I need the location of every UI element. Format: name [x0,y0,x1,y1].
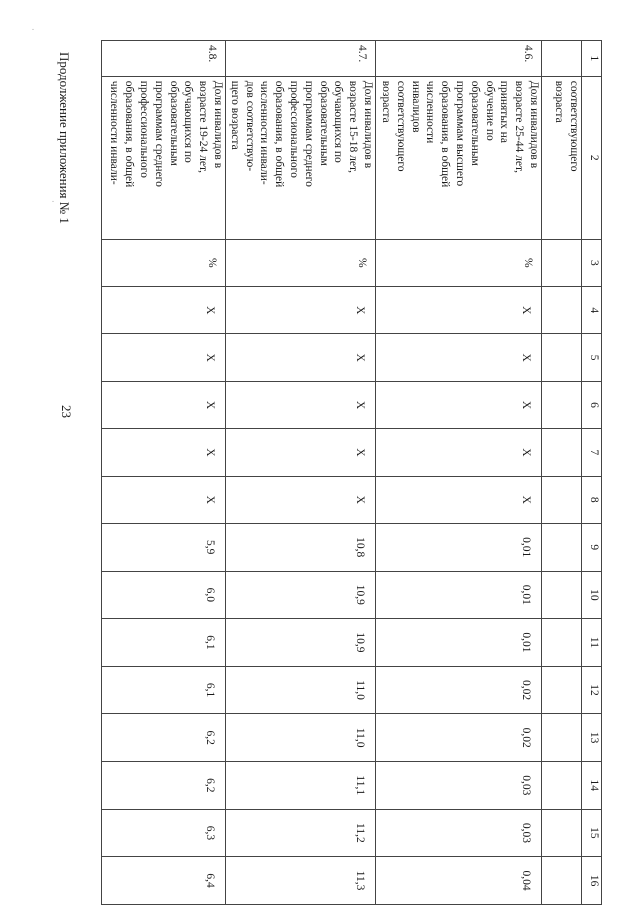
value-cell [542,571,582,619]
cell-value: 6,1 [204,682,216,698]
cell-value: 11,3 [354,870,366,891]
value-cell [542,381,582,428]
value-cell [226,857,376,905]
cell-value: 10,8 [354,537,366,558]
cell-value: X [520,353,532,362]
header-cell: 12 [582,666,602,714]
cell-value: 6,2 [204,730,216,745]
unit-text: % [522,258,534,268]
value-cell [376,571,542,619]
table-body [102,41,602,905]
indicator-name-line: образовательным [167,80,180,166]
value-cell [102,523,226,571]
row-number-text: 4.7. [356,45,368,63]
table-row [542,41,582,905]
indicator-name-line: возрасте 19-24 лет, [197,80,210,173]
value-cell [542,666,582,714]
row-number-text: 4.8. [206,45,218,63]
not-applicable-cell [102,287,226,334]
cell-value: 6,1 [204,635,216,650]
value-cell [102,571,226,619]
value-cell [542,523,582,571]
unit-cell [102,239,226,286]
indicator-name-line: численности инвали- [258,80,271,185]
cell-value: X [520,400,532,410]
indicator-name-line: профессионального [138,80,151,178]
cell-value: 0,03 [520,822,532,843]
not-applicable-cell [226,381,376,428]
value-cell [542,429,582,476]
table-row [102,41,226,905]
cell-value: 0,01 [520,632,532,653]
cell-value: 6,4 [204,873,216,888]
indicator-name-line: инвалидов [409,80,422,133]
cell-value: 10,9 [354,584,366,605]
indicator-name-line: программам высшего [454,80,467,187]
value-cell [376,619,542,667]
indicator-name-line: образования, в общей [273,80,286,188]
cell-value: 0,02 [520,727,532,748]
value-cell [542,761,582,809]
table-row [226,41,376,905]
indicator-name-line: возрасте 25-44 лет, [513,80,526,173]
header-cell: 11 [582,619,602,667]
not-applicable-cell [102,381,226,428]
value-cell [376,809,542,857]
value-cell [226,809,376,857]
cell-value: X [520,306,532,315]
cell-value: 6,0 [204,587,216,603]
header-cell: 5 [582,334,602,381]
not-applicable-cell [226,334,376,381]
not-applicable-cell [376,334,542,381]
indicator-name-line: обучение по [483,80,496,141]
indicator-name-line: программам среднего [302,80,315,187]
indicators-table [101,40,602,905]
cell-value: X [520,495,532,504]
indicator-name-line: возраста [380,80,393,123]
indicator-name-line: Доля инвалидов в [362,80,374,169]
row-number [102,41,226,77]
indicator-name-line: программам среднего [152,80,165,187]
indicator-name-line: Доля инвалидов в [528,80,540,169]
value-cell [102,619,226,667]
indicator-name-line: численности [424,80,437,144]
indicator-name-line: дов соответствую- [243,80,256,172]
indicator-name-line: возрасте 15-18 лет, [347,80,360,173]
indicator-name-line: обучающихся по [182,80,195,163]
value-cell [226,714,376,762]
table-row [376,41,542,905]
unit-text: % [206,258,218,268]
value-cell [542,619,582,667]
cell-value: X [204,306,216,315]
indicator-name-line: возраста [553,80,566,123]
indicator-name-line: численности инвали- [108,80,121,185]
cell-value: 6,2 [204,778,216,793]
indicator-name-line: обучающихся по [332,80,345,163]
header-cell: 10 [582,571,602,619]
header-cell: 3 [582,239,602,286]
cell-value: 6,3 [204,825,216,841]
cell-value: 11,0 [354,727,366,748]
header-cell: 1 [582,41,602,77]
indicator-name-line: образования, в общей [123,80,136,188]
unit-cell [376,239,542,286]
value-cell [376,523,542,571]
indicator-name-line: образования, в общей [439,80,452,188]
value-cell [542,809,582,857]
scan-speck: · [48,200,57,203]
cell-value: X [520,448,532,457]
indicator-name [542,76,582,239]
value-cell [226,619,376,667]
appendix-caption: Продолжение приложения № 1 [57,52,72,224]
cell-value: 0,01 [520,584,532,605]
not-applicable-cell [102,429,226,476]
header-cell: 13 [582,714,602,762]
indicator-name-line: соответствующего [394,80,407,172]
indicator-name-line: принятых на [498,80,511,143]
not-applicable-cell [376,476,542,523]
cell-value: X [204,353,216,362]
row-number [376,41,542,77]
unit-cell [226,239,376,286]
header-cell: 4 [582,287,602,334]
header-cell: 9 [582,523,602,571]
not-applicable-cell [102,334,226,381]
indicator-name [102,76,226,239]
header-cell: 15 [582,809,602,857]
indicator-name [376,76,542,239]
cell-value: 11,0 [354,680,366,700]
value-cell [542,334,582,381]
value-cell [102,857,226,905]
cell-value: 0,03 [520,775,532,796]
cell-value: 11,2 [354,823,366,843]
cell-value: X [354,448,366,457]
value-cell [102,666,226,714]
page-number: 23 [59,405,74,418]
value-cell [542,714,582,762]
not-applicable-cell [226,429,376,476]
row-number-text: 4.6. [522,45,534,63]
value-cell [376,714,542,762]
cell-value: 11,1 [354,775,366,796]
header-cell: 14 [582,761,602,809]
value-cell [226,523,376,571]
cell-value: X [354,306,366,315]
value-cell [542,287,582,334]
value-cell [226,761,376,809]
cell-value: 10,9 [354,632,366,653]
cell-value: X [204,448,216,457]
header-cell: 8 [582,476,602,523]
indicator-name [226,76,376,239]
cell-value: 5,9 [204,540,216,555]
header-cell: 7 [582,429,602,476]
cell-value: 0,02 [520,679,532,701]
cell-value: X [354,353,366,362]
not-applicable-cell [226,287,376,334]
value-cell [226,666,376,714]
value-cell [226,571,376,619]
value-cell [102,761,226,809]
value-cell [102,809,226,857]
cell-value: X [354,495,366,504]
cell-value: X [204,495,216,504]
unit-cell [542,239,582,286]
cell-value: X [204,400,216,410]
not-applicable-cell [376,381,542,428]
not-applicable-cell [376,429,542,476]
value-cell [542,476,582,523]
value-cell [376,857,542,905]
header-cell: 16 [582,857,602,905]
indicator-name-line: профессионального [288,80,301,178]
value-cell [542,857,582,905]
row-number [542,41,582,77]
cell-value: 0,01 [520,537,532,558]
cell-value: 0,04 [520,870,532,891]
cell-value: X [354,400,366,410]
header-cell: 2 [582,76,602,239]
not-applicable-cell [376,287,542,334]
value-cell [376,761,542,809]
value-cell [376,666,542,714]
indicator-name-line: Доля инвалидов в [212,80,224,169]
header-row [582,41,602,905]
scan-speck: · [28,28,37,31]
indicator-name-line: образовательным [468,80,481,166]
not-applicable-cell [102,476,226,523]
indicator-name-line: щего возраста [228,80,241,150]
not-applicable-cell [226,476,376,523]
row-number [226,41,376,77]
indicator-name-line: образовательным [317,80,330,166]
header-cell: 6 [582,381,602,428]
value-cell [102,714,226,762]
unit-text: % [356,258,368,268]
indicator-name-line: соответствующего [568,80,580,172]
